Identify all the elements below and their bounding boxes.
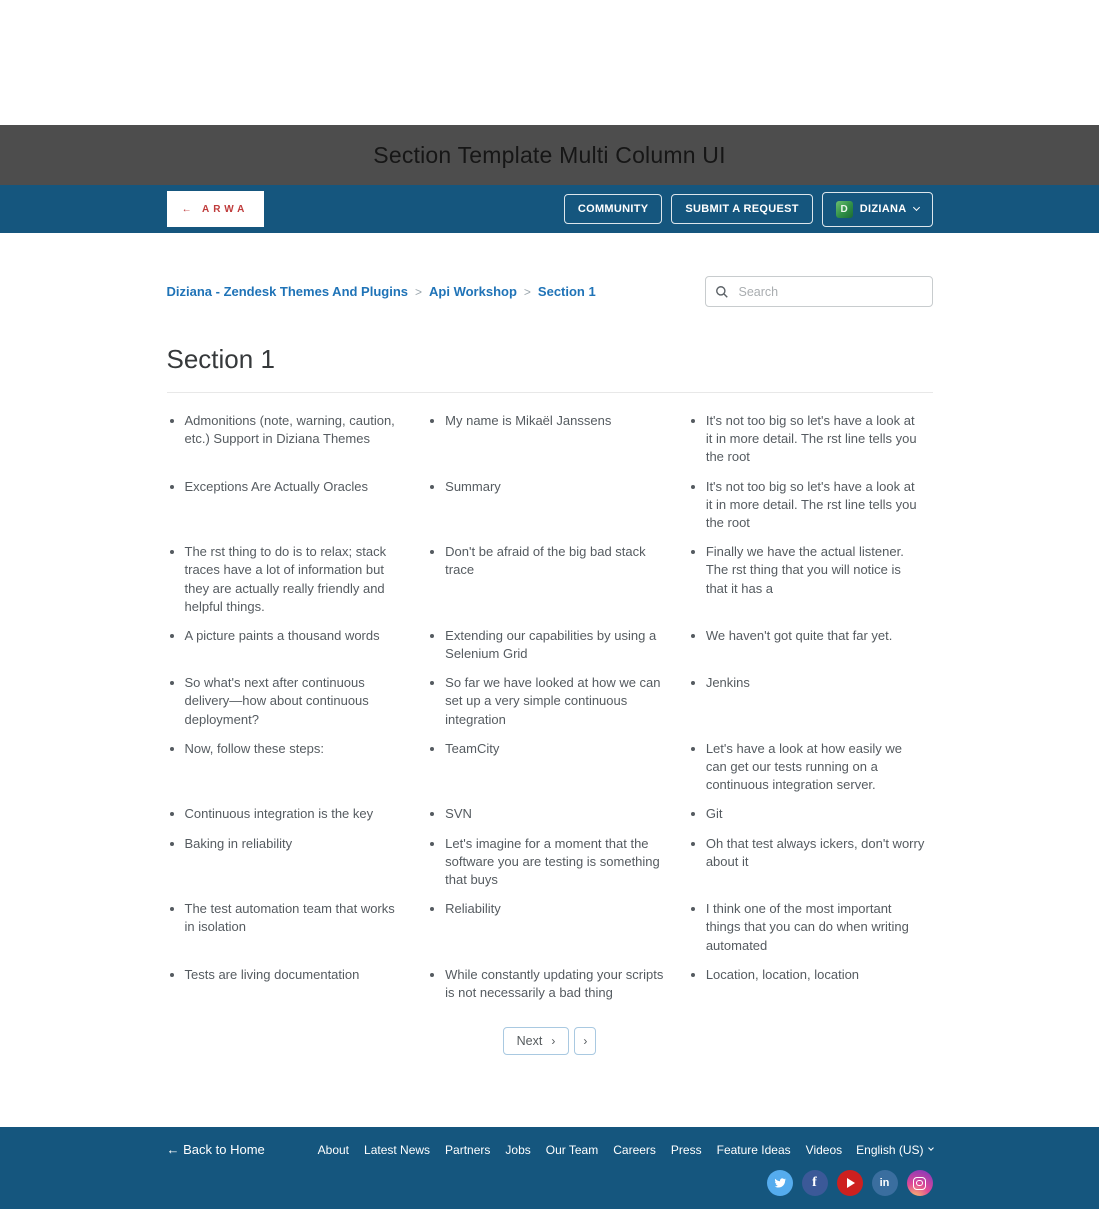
language-label: English (US) (856, 1142, 924, 1157)
instagram-icon[interactable] (907, 1170, 933, 1196)
section-heading: Section 1 (166, 344, 275, 374)
footer-link-careers[interactable]: Careers (613, 1142, 656, 1157)
article-link[interactable]: • So what's next after continuous delivery—how about continuous deployment? (185, 674, 412, 729)
twitter-icon[interactable] (767, 1170, 793, 1196)
chevron-down-icon (928, 1145, 934, 1151)
navbar (0, 185, 1099, 233)
next-label: Next (516, 1034, 543, 1049)
article-link[interactable]: • Reliability (445, 900, 672, 955)
community-button[interactable] (564, 194, 663, 224)
article-link[interactable]: • A picture paints a thousand words (185, 627, 412, 663)
article-link[interactable]: • Now, follow these steps: (185, 740, 412, 795)
breadcrumb-separator: > (415, 284, 423, 299)
article-link[interactable]: • SVN (445, 805, 672, 823)
article-link[interactable]: • While constantly updating your scripts is not necessarily a bad thing (445, 966, 672, 1002)
search-input[interactable] (737, 284, 923, 300)
footer-link-press[interactable]: Press (670, 1142, 702, 1157)
logo-text: ← ARWA (181, 203, 249, 215)
page-title: Section Template Multi Column UI (373, 141, 726, 168)
footer (0, 1127, 1099, 1209)
footer-link-videos[interactable]: Videos (805, 1142, 843, 1157)
article-link[interactable]: • Git (706, 805, 933, 823)
chevron-down-icon (912, 204, 919, 211)
next-page-button[interactable] (503, 1027, 570, 1055)
article-link[interactable]: • The rst thing to do is to relax; stack traces have a lot of information but they are actually really friendly and helpful things. (185, 543, 412, 616)
language-selector[interactable] (856, 1143, 932, 1157)
footer-nav (318, 1143, 842, 1157)
hero-title-bar (0, 125, 1099, 185)
breadcrumb-home-link[interactable]: Diziana - Zendesk Themes And Plugins (166, 284, 409, 299)
article-link[interactable]: • Let's imagine for a moment that the software you are testing is something that buys (445, 835, 672, 890)
breadcrumb (167, 284, 596, 299)
breadcrumb-separator: > (523, 284, 531, 299)
breadcrumb-current[interactable]: Section 1 (537, 284, 596, 299)
footer-link-jobs[interactable]: Jobs (505, 1142, 531, 1157)
article-link[interactable]: • I think one of the most important things that you can do when writing automated (706, 900, 933, 955)
submit-request-button[interactable] (671, 194, 812, 224)
article-link[interactable]: • The test automation team that works in isolation (185, 900, 412, 955)
article-link[interactable]: • Jenkins (706, 674, 933, 729)
article-link[interactable]: • Exceptions Are Actually Oracles (185, 478, 412, 533)
logo[interactable] (167, 191, 264, 227)
last-page-button[interactable] (574, 1027, 596, 1055)
facebook-icon[interactable]: f (802, 1170, 828, 1196)
top-margin (0, 0, 1099, 125)
article-link[interactable]: • It's not too big so let's have a look at it in more detail. The rst line tells you the root (706, 478, 933, 533)
footer-link-partners[interactable]: Partners (445, 1142, 491, 1157)
nav-actions (564, 192, 933, 227)
divider (167, 392, 933, 393)
article-link[interactable]: • So far we have looked at how we can set up a very simple continuous integration (445, 674, 672, 729)
chevron-right-icon: › (583, 1034, 588, 1049)
account-dropdown-button[interactable] (822, 192, 933, 227)
breadcrumb-category-link[interactable]: Api Workshop (429, 284, 517, 299)
article-link[interactable]: • My name is Mikaël Janssens (445, 412, 672, 467)
search-icon (715, 285, 729, 299)
article-link[interactable]: • Oh that test always ickers, don't worry about it (706, 835, 933, 890)
article-link[interactable]: • Don't be afraid of the big bad stack trace (445, 543, 672, 616)
article-link[interactable]: • Admonitions (note, warning, caution, etc.) Support in Diziana Themes (185, 412, 412, 467)
main-content (167, 276, 933, 1055)
article-link[interactable]: • Baking in reliability (185, 835, 412, 890)
article-link[interactable]: • Location, location, location (706, 966, 933, 1002)
article-link[interactable]: • Tests are living documentation (185, 966, 412, 1002)
footer-link-feature-ideas[interactable]: Feature Ideas (716, 1142, 791, 1157)
article-link[interactable]: • Continuous integration is the key (185, 805, 412, 823)
diziana-logo-icon: D (836, 201, 853, 218)
back-to-home-link[interactable]: ← Back to Home (166, 1142, 265, 1158)
footer-link-latest-news[interactable]: Latest News (364, 1142, 431, 1157)
footer-link-our-team[interactable]: Our Team (545, 1142, 599, 1157)
submit-request-label: SUBMIT A REQUEST (685, 203, 799, 215)
article-link[interactable]: • TeamCity (445, 740, 672, 795)
youtube-icon[interactable] (837, 1170, 863, 1196)
footer-link-about[interactable]: About (317, 1142, 350, 1157)
social-icons (167, 1170, 933, 1196)
community-label: COMMUNITY (577, 203, 649, 215)
article-link[interactable]: • Finally we have the actual listener. The rst thing that you will notice is that it has a (706, 543, 933, 616)
search-box[interactable] (705, 276, 933, 307)
account-label: DIZIANA (859, 203, 907, 215)
pagination (167, 1027, 933, 1055)
linkedin-icon[interactable]: in (872, 1170, 898, 1196)
chevron-right-icon: › (551, 1034, 556, 1049)
article-link[interactable]: • We haven't got quite that far yet. (706, 627, 933, 663)
article-link[interactable]: • Extending our capabilities by using a Selenium Grid (445, 627, 672, 663)
article-link[interactable]: • Let's have a look at how easily we can get our tests running on a continuous integration server. (706, 740, 933, 795)
article-list (167, 412, 933, 1002)
article-link[interactable]: • Summary (445, 478, 672, 533)
article-link[interactable]: • It's not too big so let's have a look at it in more detail. The rst line tells you the root (706, 412, 933, 467)
